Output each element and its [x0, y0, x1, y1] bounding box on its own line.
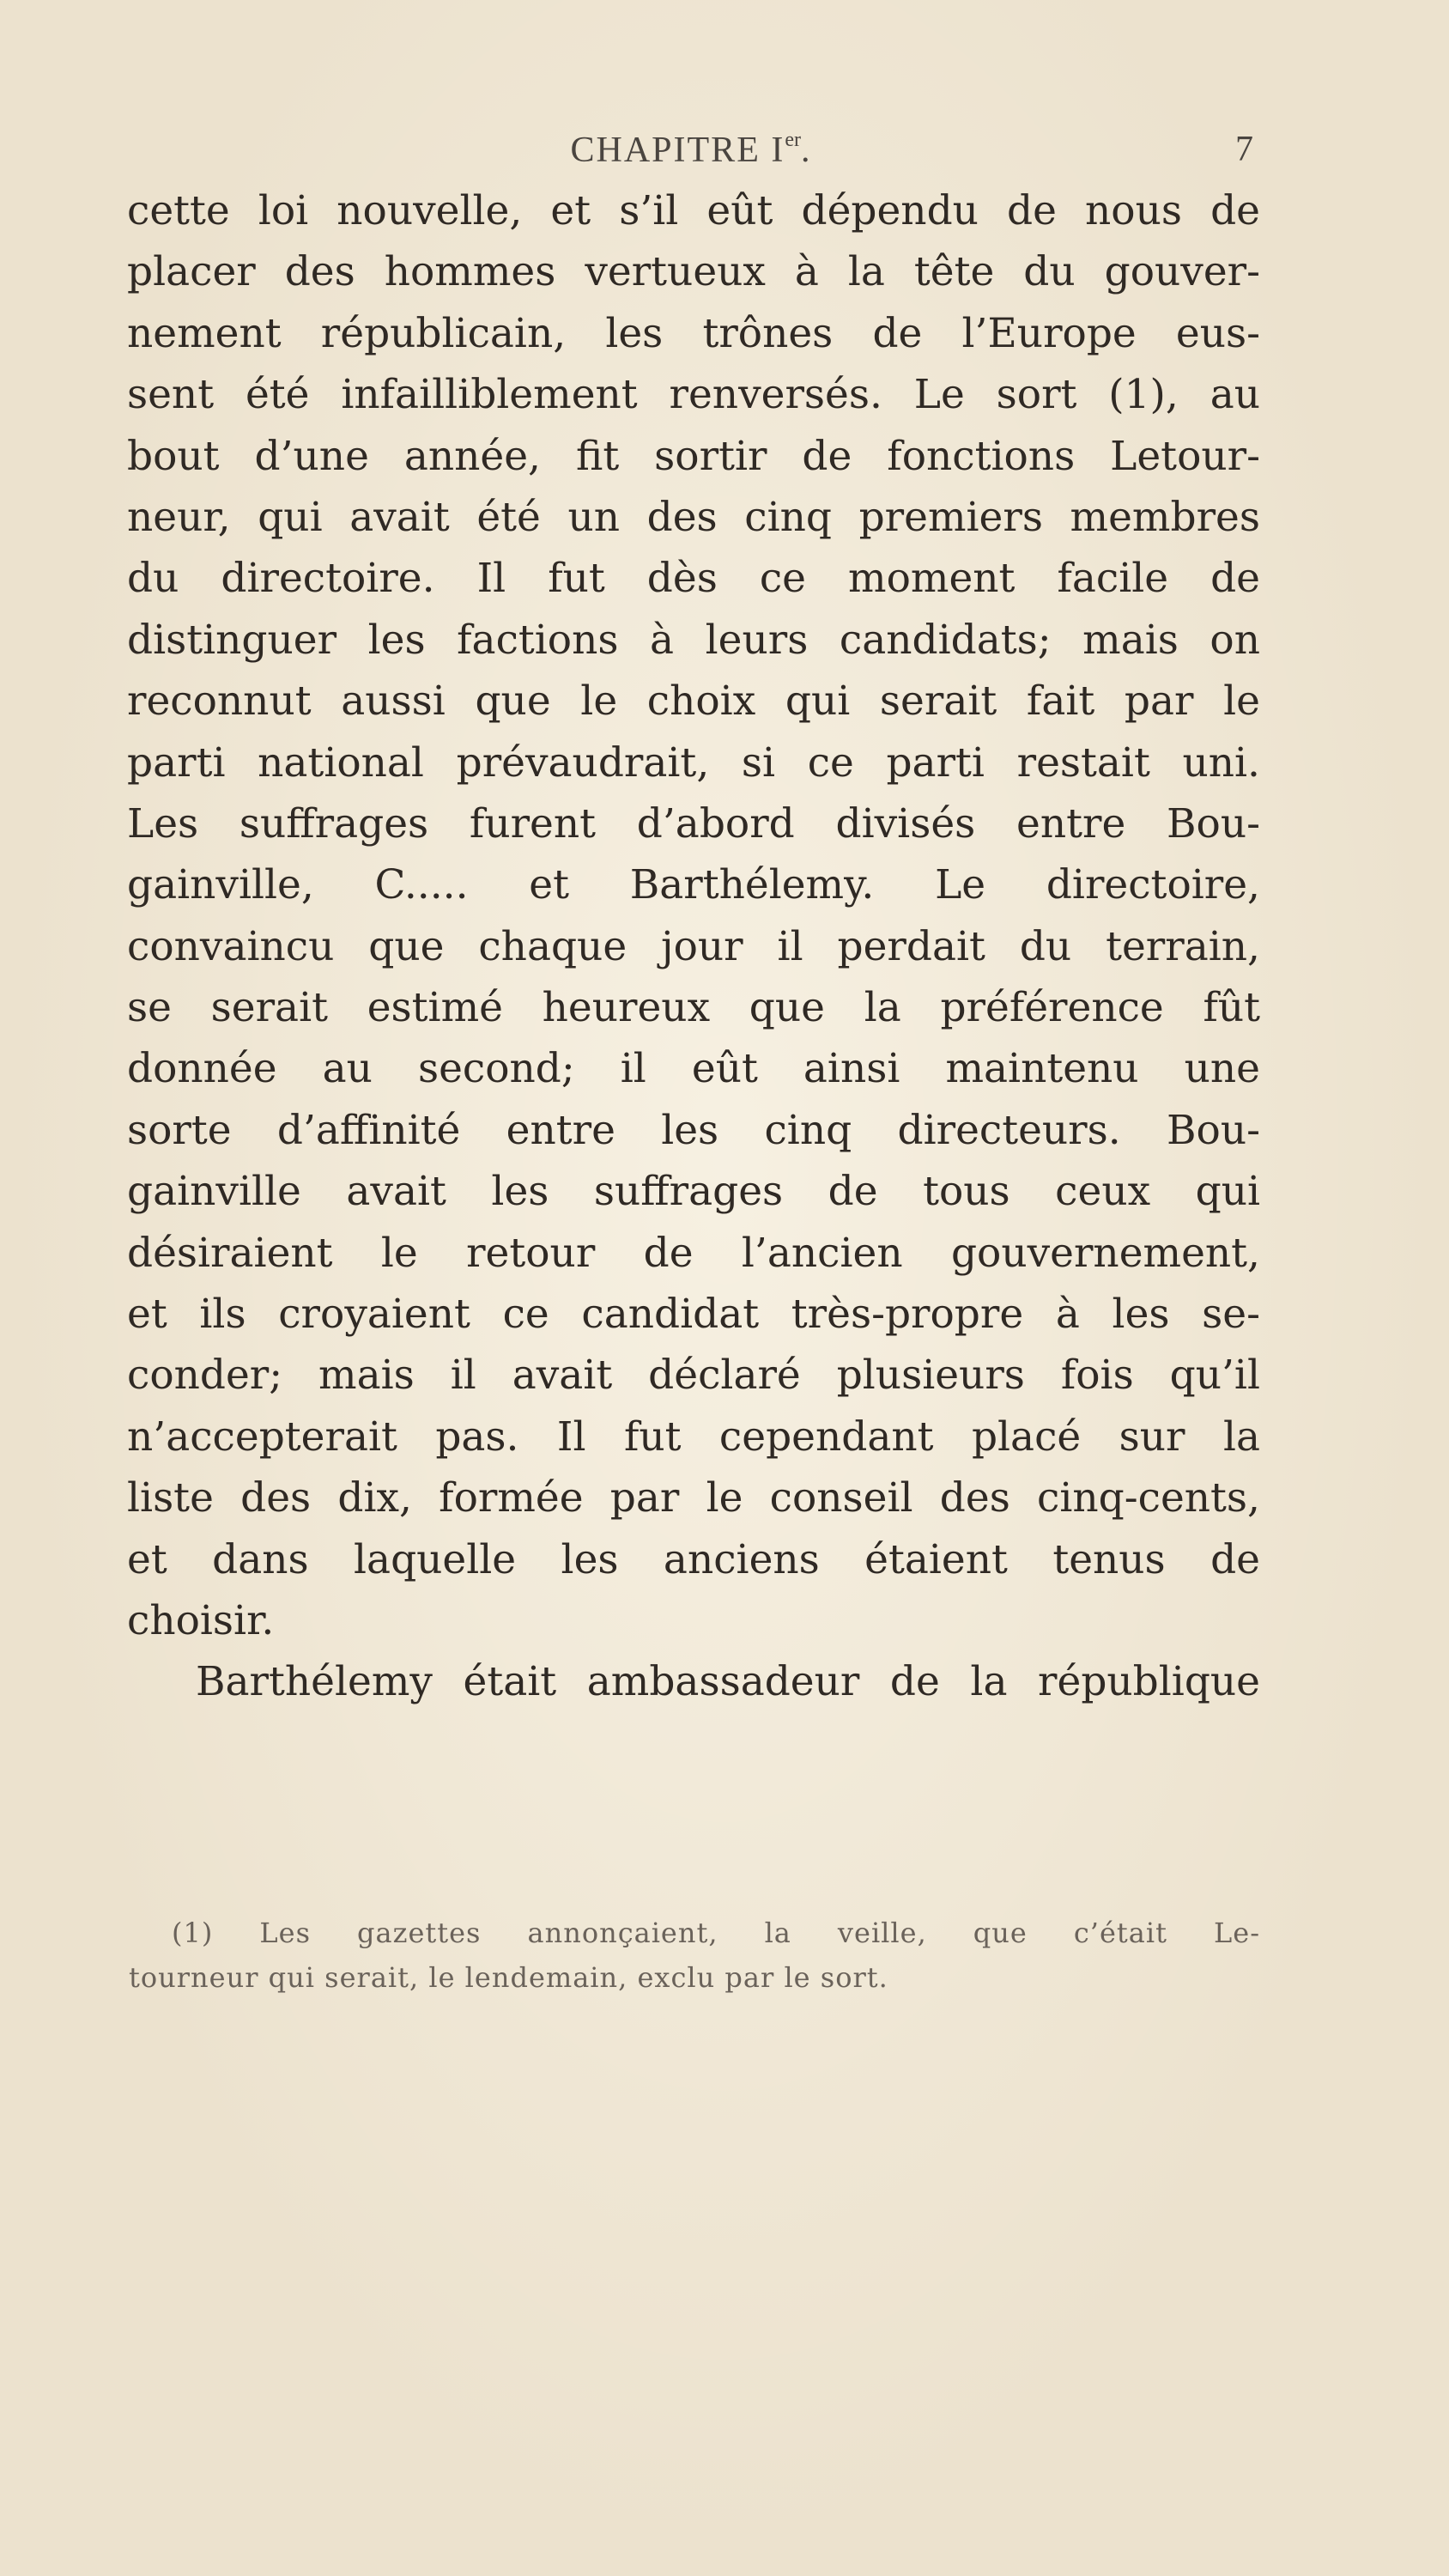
text-line: reconnut aussi que le choix qui serait fait par le — [127, 677, 1260, 726]
text-line-paragraph-end: choisir. — [127, 1596, 275, 1644]
text-line: et dans laquelle les anciens étaient tenus de — [127, 1535, 1260, 1583]
text-line: désiraient le retour de l’ancien gouvernement, — [127, 1229, 1260, 1277]
text-line: Les suffrages furent d’abord divisés entre Bou- — [127, 799, 1260, 848]
text-line: bout d’une année, fit sortir de fonctions Letour- — [127, 432, 1260, 480]
text-line: convaincu que chaque jour il perdait du terrain, — [127, 922, 1260, 970]
text-line: du directoire. Il fut dès ce moment facile de — [127, 555, 1260, 603]
text-line: se serait estimé heureux que la préférence fût — [127, 984, 1260, 1032]
running-head-period: . — [801, 131, 812, 170]
running-head — [129, 129, 1253, 171]
footnote-line: tourneur qui serait, le lendemain, exclu par le sort. — [129, 1961, 888, 1994]
text-line: conder; mais il avait déclaré plusieurs fois qu’il — [127, 1352, 1260, 1400]
running-head-superscript: er — [785, 129, 801, 151]
text-line: neur, qui avait été un des cinq premiers membres — [127, 493, 1260, 541]
text-line: cette loi nouvelle, et s’il eût dépendu de nous de — [127, 187, 1260, 234]
text-line: gainville, C..... et Barthélemy. Le directoire, — [127, 861, 1260, 909]
text-line: et ils croyaient ce candidat très-propre à les se- — [127, 1291, 1260, 1339]
text-line: placer des hommes vertueux à la tête du gouver- — [127, 248, 1260, 296]
text-line: nement républicain, les trônes de l’Europe eus- — [127, 309, 1260, 357]
running-head-title: CHAPITRE I — [570, 131, 785, 170]
text-line: donnée au second; il eût ainsi maintenu une — [127, 1045, 1260, 1093]
footnote — [129, 1911, 1260, 2000]
text-line: parti national prévaudrait, si ce parti restait uni. — [127, 738, 1260, 787]
main-text — [127, 180, 1260, 1713]
text-line: sent été infailliblement renversés. Le sort (1), au — [127, 371, 1260, 419]
text-line: distinguer les factions à leurs candidats; mais on — [127, 616, 1260, 664]
text-line: n’accepterait pas. Il fut cependant placé sur la — [127, 1413, 1260, 1461]
page-number: 7 — [1235, 130, 1253, 169]
page-header — [129, 129, 1253, 180]
footnote-line: (1) Les gazettes annonçaient, la veille, que c’était Le- — [172, 1917, 1260, 1949]
text-line: sorte d’affinité entre les cinq directeurs. Bou- — [127, 1106, 1260, 1154]
text-line: liste des dix, formée par le conseil des cinq-cents, — [127, 1474, 1260, 1522]
text-line-paragraph-start: Barthélemy était ambassadeur de la république — [196, 1658, 1260, 1706]
text-line: gainville avait les suffrages de tous ceux qui — [127, 1168, 1260, 1216]
